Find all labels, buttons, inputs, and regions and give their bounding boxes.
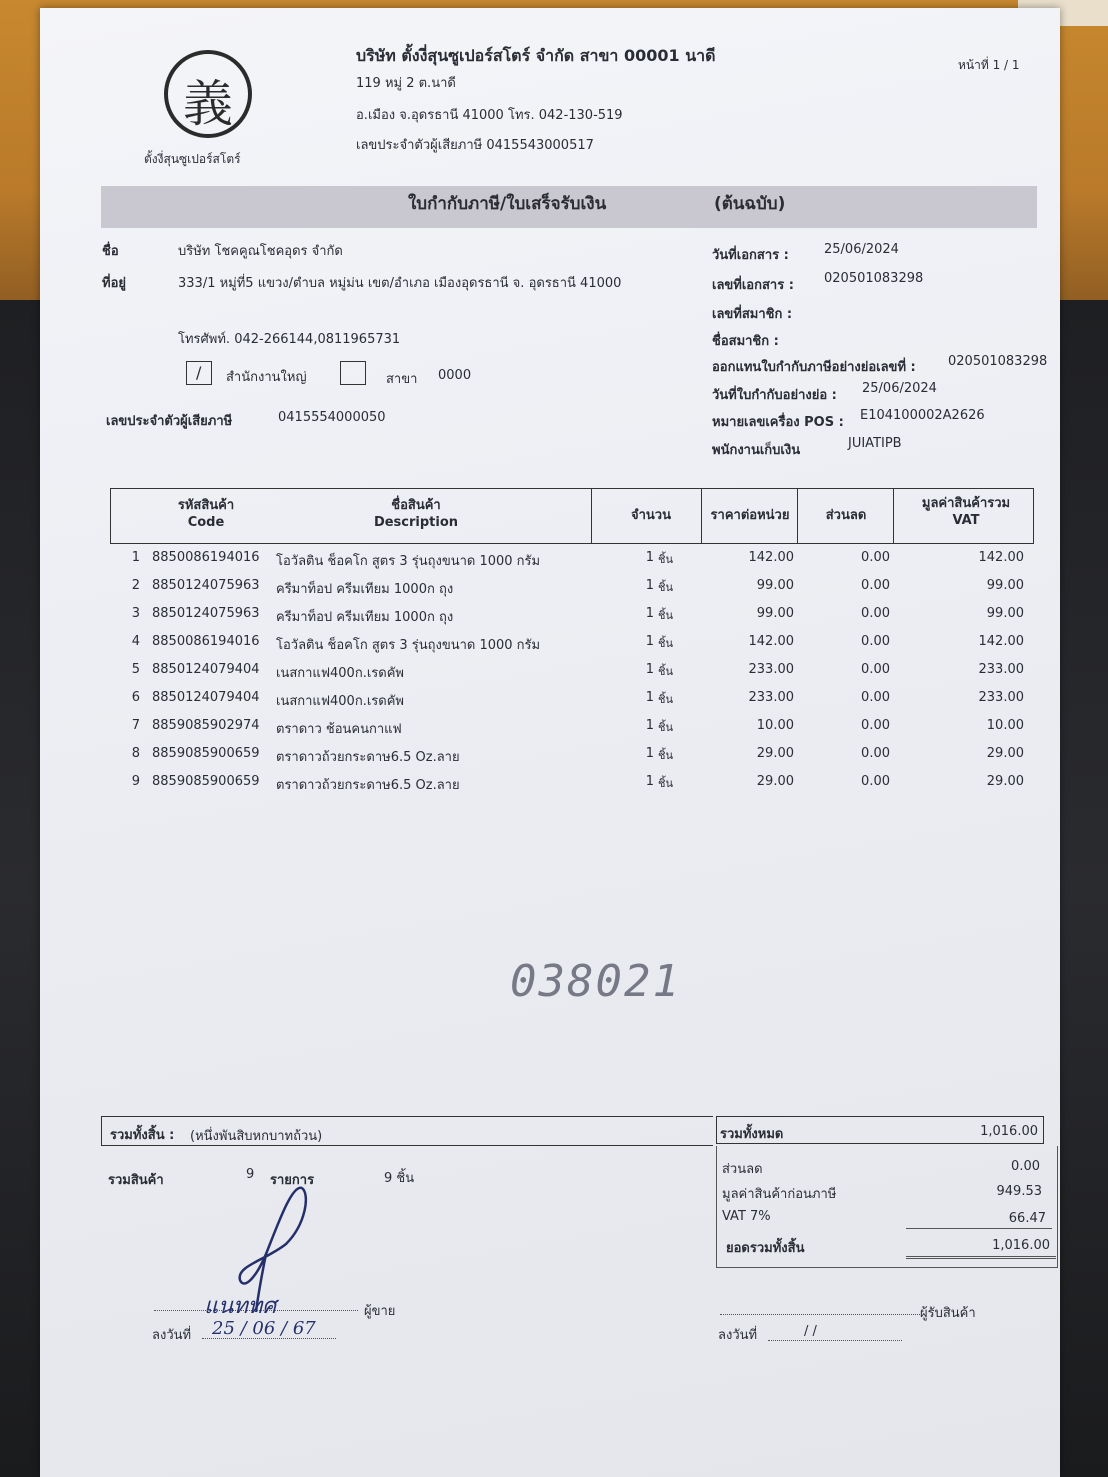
row-code: 8850124079404 <box>152 690 260 705</box>
row-unit-price: 142.00 <box>748 634 794 649</box>
net-total-double-rule <box>906 1256 1056 1259</box>
row-code: 8859085900659 <box>152 746 260 761</box>
net-total: 1,016.00 <box>992 1238 1050 1253</box>
row-unit-price: 233.00 <box>748 662 794 677</box>
row-code: 8850086194016 <box>152 634 260 649</box>
row-unit: ชิ้น <box>658 553 673 566</box>
header-description-en: Description <box>373 515 459 530</box>
receiver-date: / / <box>804 1324 817 1339</box>
row-unit-price: 29.00 <box>756 774 794 789</box>
row-number: 8 <box>131 746 140 761</box>
items-unit-label: รายการ <box>270 1173 315 1188</box>
row-code: 8850086194016 <box>152 550 260 565</box>
row-quantity: 1 <box>645 718 654 733</box>
header-amount-en: VAT <box>952 513 980 528</box>
row-unit: ชิ้น <box>658 637 673 650</box>
vat-total: 66.47 <box>1008 1211 1046 1226</box>
header-code <box>151 497 261 531</box>
abbr-invoice-ref: 020501083298 <box>948 354 1048 369</box>
abbr-invoice-date-label: วันที่ใบกำกับอย่างย่อ : <box>712 388 837 403</box>
pretax-total: 949.53 <box>996 1184 1042 1199</box>
company-address-2: อ.เมือง จ.อุดรธานี 41000 โทร. 042-130-519 <box>356 108 623 123</box>
header-description <box>351 497 481 531</box>
header-discount: ส่วนลด <box>825 508 867 523</box>
customer-phone: โทรศัพท์. 042-266144,0811965731 <box>178 332 401 347</box>
row-amount: 29.00 <box>986 774 1024 789</box>
row-unit-price: 99.00 <box>756 578 794 593</box>
row-discount: 0.00 <box>861 662 890 677</box>
customer-tax-label: เลขประจำตัวผู้เสียภาษี <box>106 414 233 429</box>
row-discount: 0.00 <box>861 690 890 705</box>
doc-date: 25/06/2024 <box>824 242 899 257</box>
row-quantity: 1 <box>645 774 654 789</box>
row-number: 7 <box>131 718 140 733</box>
header-unit-price: ราคาต่อหน่วย <box>710 508 790 523</box>
amount-in-words-label: รวมทั้งสิ้น : <box>110 1128 175 1143</box>
header-code-th: รหัสสินค้า <box>177 498 235 513</box>
doc-number-label: เลขที่เอกสาร : <box>712 278 794 293</box>
receiver-signature-line <box>720 1314 920 1315</box>
table-row <box>110 718 1034 746</box>
row-quantity: 1 <box>645 606 654 621</box>
row-number: 6 <box>131 690 140 705</box>
seller-name-handwritten: แนททศ <box>204 1294 277 1319</box>
doc-date-label: วันที่เอกสาร : <box>712 248 789 263</box>
customer-tax-id: 0415554000050 <box>278 410 386 425</box>
header-description-th: ชื่อสินค้า <box>391 498 441 513</box>
head-office-checkbox[interactable] <box>186 361 212 385</box>
row-unit-price: 10.00 <box>756 718 794 733</box>
row-code: 8859085902974 <box>152 718 260 733</box>
seller-date-label: ลงวันที่ <box>152 1328 192 1343</box>
abbr-invoice-ref-label: ออกแทนใบกำกับภาษีอย่างย่อเลขที่ : <box>712 360 916 375</box>
cashier-name: JUIATIPB <box>848 436 902 451</box>
invoice-paper <box>40 8 1060 1477</box>
column-divider <box>701 489 702 543</box>
row-amount: 233.00 <box>978 662 1024 677</box>
row-unit: ชิ้น <box>658 581 673 594</box>
row-description: ครีมาท็อป ครีมเทียม 1000ก ถุง <box>276 610 454 625</box>
row-amount: 99.00 <box>986 606 1024 621</box>
row-discount: 0.00 <box>861 634 890 649</box>
row-quantity: 1 <box>645 578 654 593</box>
items-table-header <box>110 488 1034 544</box>
table-row <box>110 578 1034 606</box>
page-number: หน้าที่ 1 / 1 <box>958 58 1020 72</box>
logo-caption: ตั้งงี่สุนซูเปอร์สโตร์ <box>144 152 241 166</box>
row-code: 8850124079404 <box>152 662 260 677</box>
row-amount: 142.00 <box>978 634 1024 649</box>
company-logo <box>164 50 252 138</box>
items-summary-label: รวมสินค้า <box>108 1173 164 1188</box>
member-name-label: ชื่อสมาชิก : <box>712 334 779 349</box>
subtotal-rule <box>906 1228 1052 1229</box>
row-unit-price: 29.00 <box>756 746 794 761</box>
pos-number-label: หมายเลขเครื่อง POS : <box>712 415 844 430</box>
document-copy-label: (ต้นฉบับ) <box>714 194 786 214</box>
company-address-1: 119 หมู่ 2 ต.นาดี <box>356 76 456 91</box>
grand-total-label: รวมทั้งหมด <box>720 1127 784 1142</box>
row-description: ตราดาว ช้อนคนกาแฟ <box>276 722 402 737</box>
row-unit: ชิ้น <box>658 721 673 734</box>
row-number: 1 <box>131 550 140 565</box>
row-discount: 0.00 <box>861 578 890 593</box>
pieces-count: 9 ชิ้น <box>384 1171 415 1186</box>
row-description: ตราดาวถ้วยกระดาษ6.5 Oz.ลาย <box>276 778 460 793</box>
row-amount: 29.00 <box>986 746 1024 761</box>
header-code-en: Code <box>187 515 225 530</box>
row-unit: ชิ้น <box>658 665 673 678</box>
row-discount: 0.00 <box>861 746 890 761</box>
row-unit-price: 99.00 <box>756 606 794 621</box>
checkbox-mark: / <box>196 363 202 382</box>
row-number: 9 <box>131 774 140 789</box>
seller-signature-line <box>154 1310 358 1311</box>
row-unit: ชิ้น <box>658 749 673 762</box>
customer-address-label: ที่อยู่ <box>102 276 126 291</box>
handwritten-number: 038021 <box>510 956 681 1007</box>
seller-label: ผู้ขาย <box>364 1304 396 1319</box>
row-discount: 0.00 <box>861 774 890 789</box>
row-amount: 99.00 <box>986 578 1024 593</box>
customer-name-label: ชื่อ <box>102 244 119 259</box>
column-divider <box>591 489 592 543</box>
row-unit: ชิ้น <box>658 777 673 790</box>
receiver-label: ผู้รับสินค้า <box>920 1306 976 1321</box>
row-amount: 10.00 <box>986 718 1024 733</box>
table-row <box>110 550 1034 578</box>
seller-date-line <box>202 1338 336 1339</box>
cashier-label: พนักงานเก็บเงิน <box>712 443 801 458</box>
row-description: ครีมาท็อป ครีมเทียม 1000ก ถุง <box>276 582 454 597</box>
branch-label: สาขา <box>386 372 418 387</box>
header-amount-th: มูลค่าสินค้ารวม <box>921 496 1011 511</box>
row-unit-price: 142.00 <box>748 550 794 565</box>
head-office-label: สำนักงานใหญ่ <box>226 370 307 385</box>
receiver-date-label: ลงวันที่ <box>718 1328 758 1343</box>
discount-label: ส่วนลด <box>722 1162 763 1177</box>
doc-number: 020501083298 <box>824 271 924 286</box>
net-total-label: ยอดรวมทั้งสิ้น <box>726 1241 805 1256</box>
header-quantity: จำนวน <box>631 508 671 523</box>
table-row <box>110 690 1034 718</box>
row-number: 3 <box>131 606 140 621</box>
discount-total: 0.00 <box>1011 1159 1040 1174</box>
row-number: 2 <box>131 578 140 593</box>
row-quantity: 1 <box>645 746 654 761</box>
row-discount: 0.00 <box>861 718 890 733</box>
receiver-date-line <box>768 1340 902 1341</box>
company-tax-id: เลขประจำตัวผู้เสียภาษี 0415543000517 <box>356 138 594 153</box>
customer-name: บริษัท โชคคูณโชคอุดร จำกัด <box>178 244 343 259</box>
row-discount: 0.00 <box>861 550 890 565</box>
row-number: 5 <box>131 662 140 677</box>
items-count: 9 <box>246 1167 255 1182</box>
row-unit-price: 233.00 <box>748 690 794 705</box>
column-divider <box>893 489 894 543</box>
seller-date: 25 / 06 / 67 <box>212 1318 316 1339</box>
table-row <box>110 634 1034 662</box>
row-amount: 233.00 <box>978 690 1024 705</box>
logo-emblem-icon: 義 <box>183 75 233 133</box>
row-unit: ชิ้น <box>658 609 673 622</box>
branch-number: 0000 <box>438 368 472 383</box>
row-code: 8850124075963 <box>152 578 260 593</box>
row-description: เนสกาแฟ400ก.เรดคัพ <box>276 666 404 681</box>
pos-number: E104100002A2626 <box>860 408 985 423</box>
row-quantity: 1 <box>645 634 654 649</box>
table-row <box>110 606 1034 634</box>
column-divider <box>797 489 798 543</box>
pretax-label: มูลค่าสินค้าก่อนภาษี <box>722 1187 837 1202</box>
row-description: เนสกาแฟ400ก.เรดคัพ <box>276 694 404 709</box>
row-unit: ชิ้น <box>658 693 673 706</box>
row-quantity: 1 <box>645 662 654 677</box>
row-quantity: 1 <box>645 690 654 705</box>
row-description: ตราดาวถ้วยกระดาษ6.5 Oz.ลาย <box>276 750 460 765</box>
header-amount <box>901 495 1031 529</box>
company-name: บริษัท ตั้งงี่สุนซูเปอร์สโตร์ จำกัด สาขา 00001 นาดี <box>356 46 716 65</box>
table-row <box>110 662 1034 690</box>
member-number-label: เลขที่สมาชิก : <box>712 307 793 322</box>
customer-address: 333/1 หมู่ที่5 แขวง/ตำบล หมู่ม่น เขต/อำเภอ เมืองอุดรธานี จ. อุดรธานี 41000 <box>178 276 622 291</box>
row-description: โอวัลติน ช็อคโก สูตร 3 รุ่นถุงขนาด 1000 กรัม <box>276 554 541 569</box>
row-discount: 0.00 <box>861 606 890 621</box>
row-description: โอวัลติน ช็อคโก สูตร 3 รุ่นถุงขนาด 1000 กรัม <box>276 638 541 653</box>
row-amount: 142.00 <box>978 550 1024 565</box>
table-row <box>110 746 1034 774</box>
grand-total: 1,016.00 <box>980 1124 1038 1139</box>
abbr-invoice-date: 25/06/2024 <box>862 381 937 396</box>
row-code: 8850124075963 <box>152 606 260 621</box>
document-title: ใบกำกับภาษี/ใบเสร็จรับเงิน <box>408 194 607 214</box>
row-code: 8859085900659 <box>152 774 260 789</box>
branch-checkbox[interactable] <box>340 361 366 385</box>
table-row <box>110 774 1034 802</box>
vat-label: VAT 7% <box>722 1209 771 1224</box>
row-quantity: 1 <box>645 550 654 565</box>
row-number: 4 <box>131 634 140 649</box>
amount-in-words: (หนึ่งพันสิบหกบาทถ้วน) <box>190 1129 323 1144</box>
